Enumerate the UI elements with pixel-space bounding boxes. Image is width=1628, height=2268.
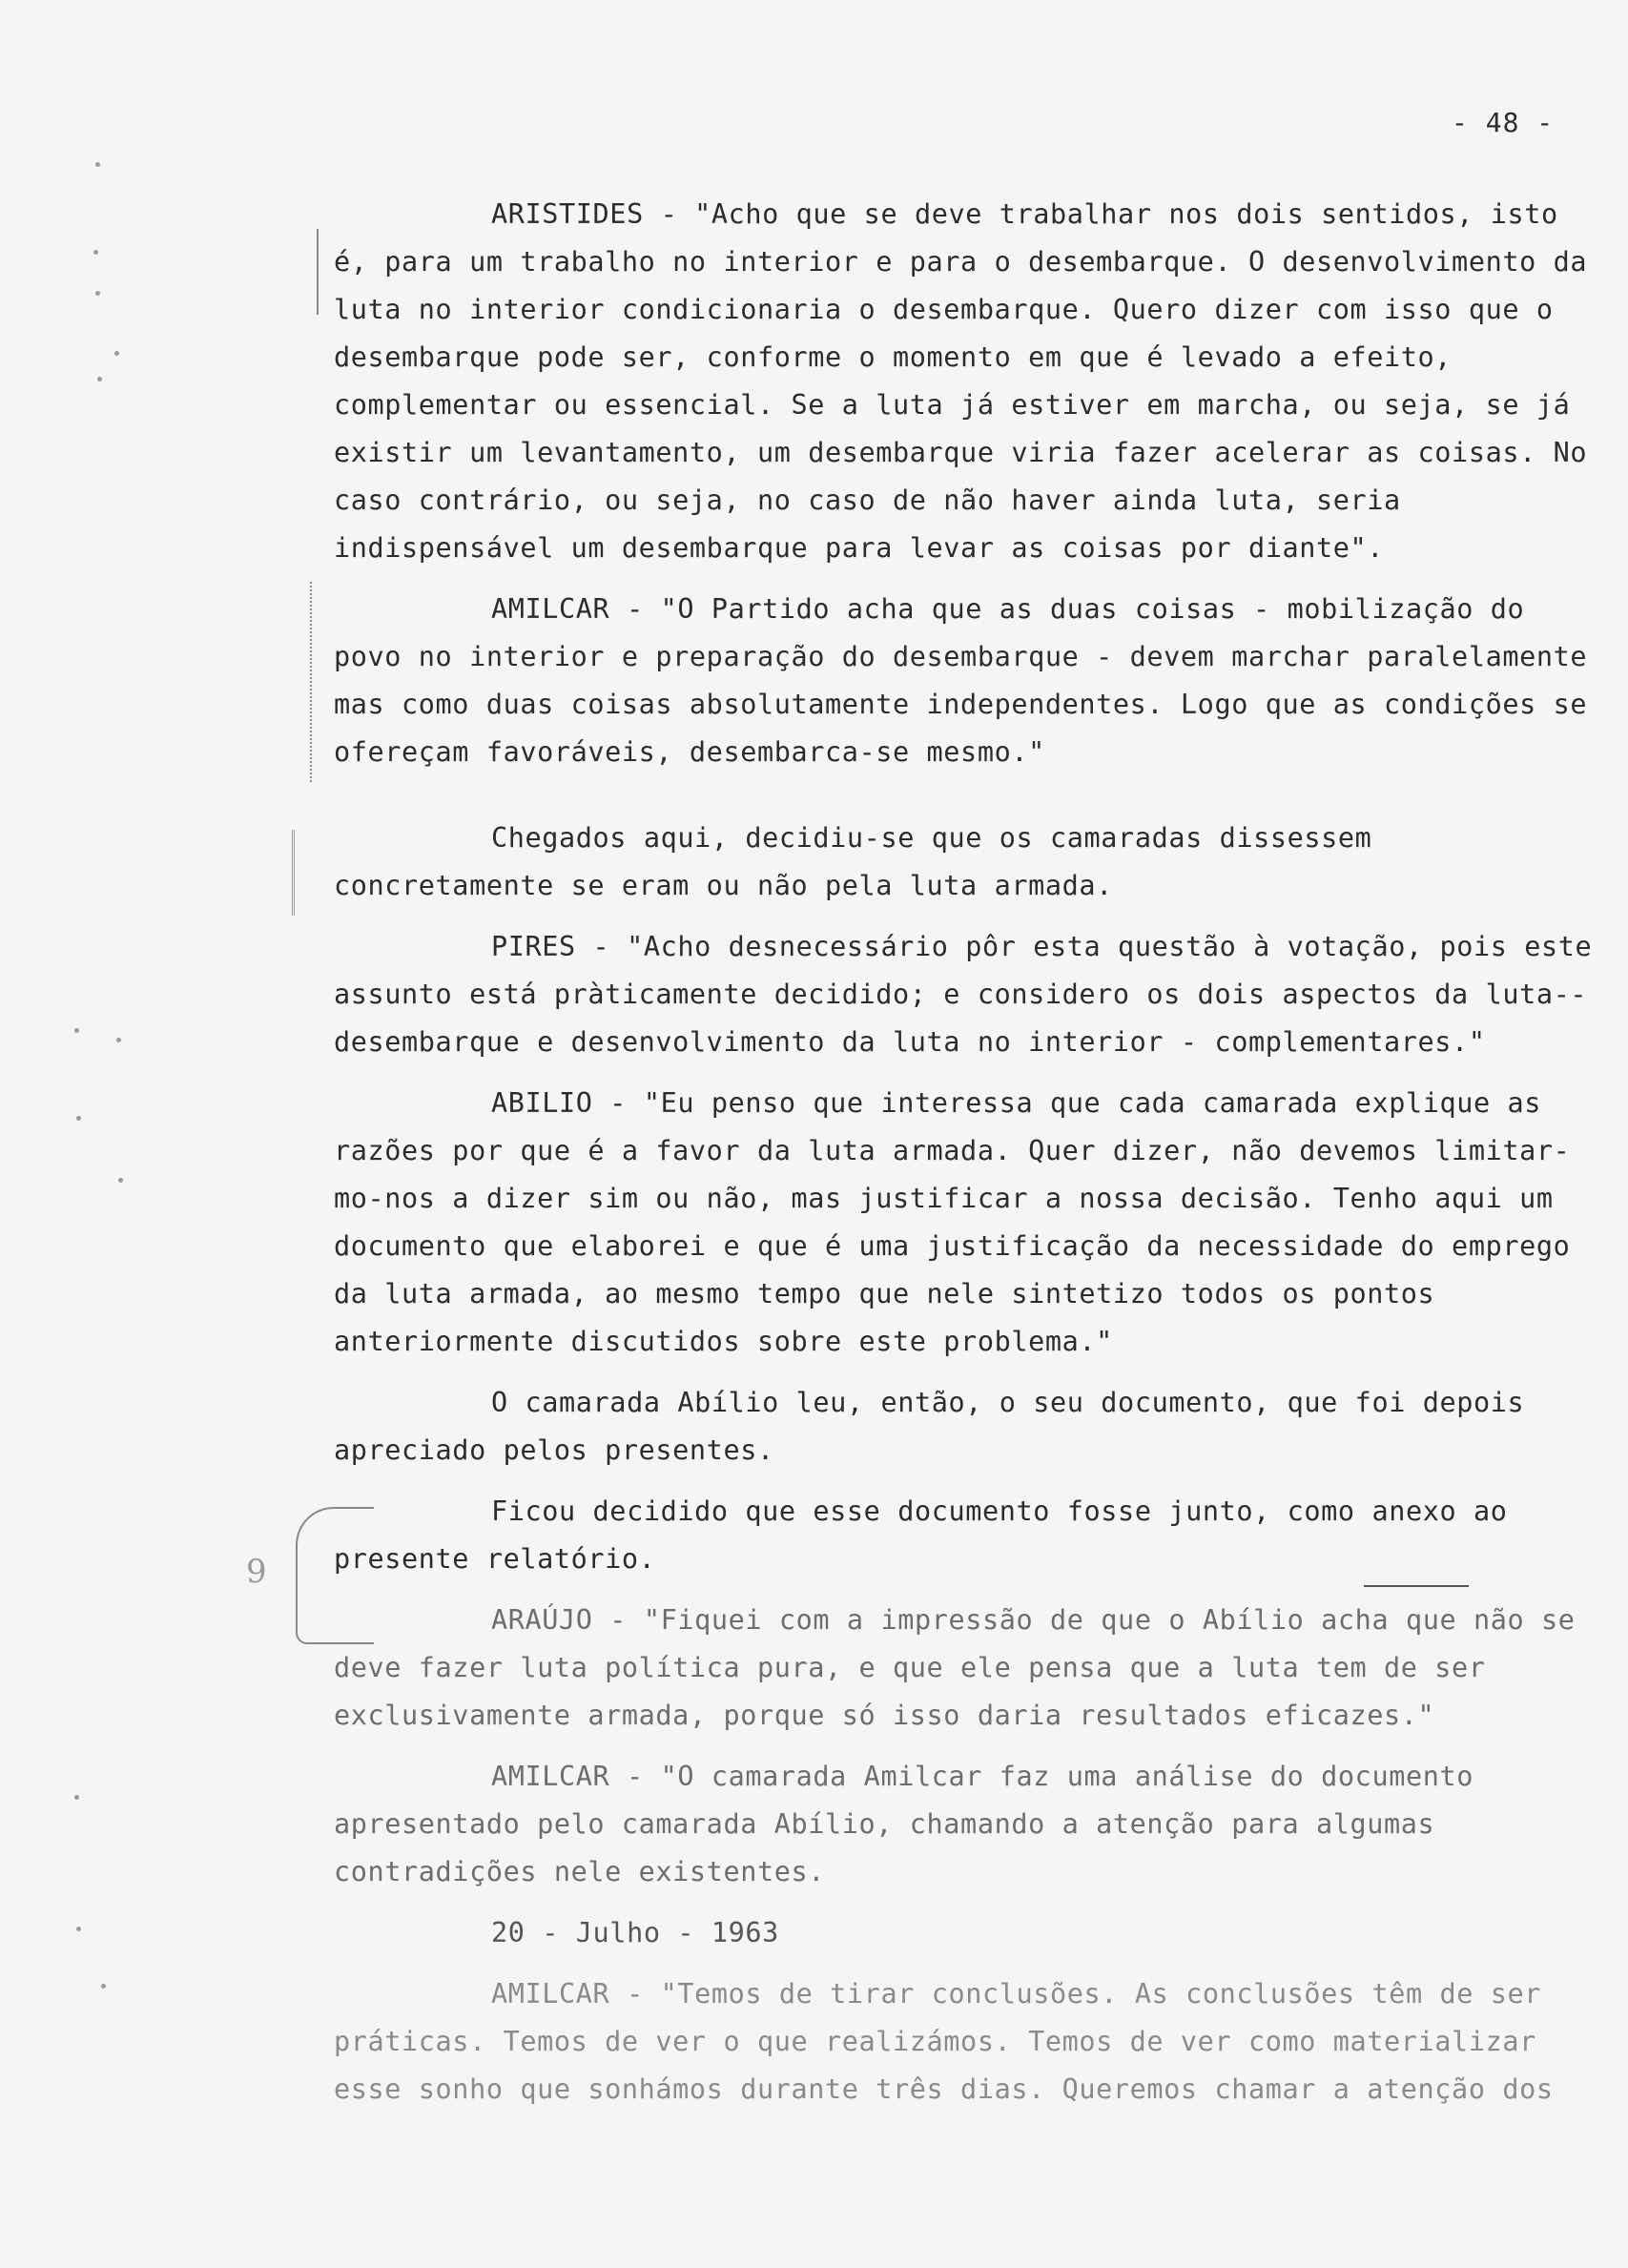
paragraph-araujo: ARAÚJO - "Fiquei com a impressão de que o Abílio acha que não se deve fazer luta política pura, e que ele pensa que a luta tem de ser exclusivamente armada, porque só isso daria resultados eficazes." — [334, 1604, 1576, 1731]
paragraph-camarada-abilio: O camarada Abílio leu, então, o seu documento, que foi depois apreciado pelos presentes. — [334, 1387, 1525, 1466]
edge-speck — [74, 1795, 79, 1800]
paragraph-amilcar-3: AMILCAR - "Temos de tirar conclusões. As conclusões têm de ser práticas. Temos de ver o que realizámos. Temos de ver como materializar esse sonho que sonhámos durante três dias. Queremos chamar a atenção dos — [334, 1978, 1554, 2105]
margin-bar-2 — [310, 582, 312, 782]
edge-speck — [116, 1038, 121, 1042]
edge-speck — [95, 162, 100, 167]
edge-speck — [101, 1984, 106, 1989]
margin-bar-1 — [317, 229, 319, 315]
edge-speck — [97, 377, 102, 381]
edge-speck — [93, 250, 98, 255]
edge-speck — [74, 1028, 79, 1033]
edge-speck — [76, 1927, 81, 1931]
paragraph-chegados: Chegados aqui, decidiu-se que os camaradas dissessem concretamente se eram ou não pela luta armada. — [334, 822, 1372, 901]
edge-speck — [118, 1178, 123, 1183]
paragraph-ficou-decidido: Ficou decidido que esse documento fosse junto, como anexo ao presente relatório. — [334, 1495, 1508, 1575]
paragraph-abilio: ABILIO - "Eu penso que interessa que cada camarada explique as razões por que é a favor da luta armada. Quer dizer, não devemos limitar-mo-nos a dizer sim ou não, mas justificar a nossa decisão. Tenho aqui um documento que elaborei e que é uma justificação da necessidade do emprego da luta armada, ao mesmo tempo que nele sintetizo todos os pontos anteriormente discutidos sobre este problema." — [334, 1087, 1571, 1357]
paragraph-amilcar-1: AMILCAR - "O Partido acha que as duas coisas - mobilização do povo no interior e preparação do desembarque - devem marchar paralelamente mas como duas coisas absolutamente independentes. Logo que as condições se ofereçam favoráveis, desembarca-se mesmo." — [334, 593, 1588, 768]
edge-speck — [114, 351, 119, 356]
margin-bar-3 — [292, 830, 295, 916]
edge-speck — [76, 1116, 81, 1121]
document-body — [334, 191, 1593, 2127]
paragraph-aristides: ARISTIDES - "Acho que se deve trabalhar nos dois sentidos, isto é, para um trabalho no interior e para o desembarque. O desenvolvimento da luta no interior condicionaria o desembarque. Quero dizer com isso que o desembarque pode ser, conforme o momento em que é levado a efeito, complementar ou essencial. Se a luta já estiver em marcha, ou seja, se já existir um levantamento, um desembarque viria fazer acelerar as coisas. No caso contrário, ou seja, no caso de não haver ainda luta, seria indispensável um desembarque para levar as coisas por diante". — [334, 198, 1588, 564]
page-number: - 48 - — [1452, 107, 1555, 138]
paragraph-amilcar-2: AMILCAR - "O camarada Amilcar faz uma análise do documento apresentado pelo camarada Abílio, chamando a atenção para algumas contradições nele existentes. — [334, 1761, 1473, 1887]
date-heading: 20 - Julho - 1963 — [491, 1917, 779, 1948]
margin-note: 9 — [246, 1553, 267, 1591]
paragraph-pires: PIRES - "Acho desnecessário pôr esta questão à votação, pois este assunto está pràticamente decidido; e considero os dois aspectos da luta--desembarque e desenvolvimento da luta no interior - complementares." — [334, 931, 1593, 1058]
edge-speck — [95, 291, 100, 296]
